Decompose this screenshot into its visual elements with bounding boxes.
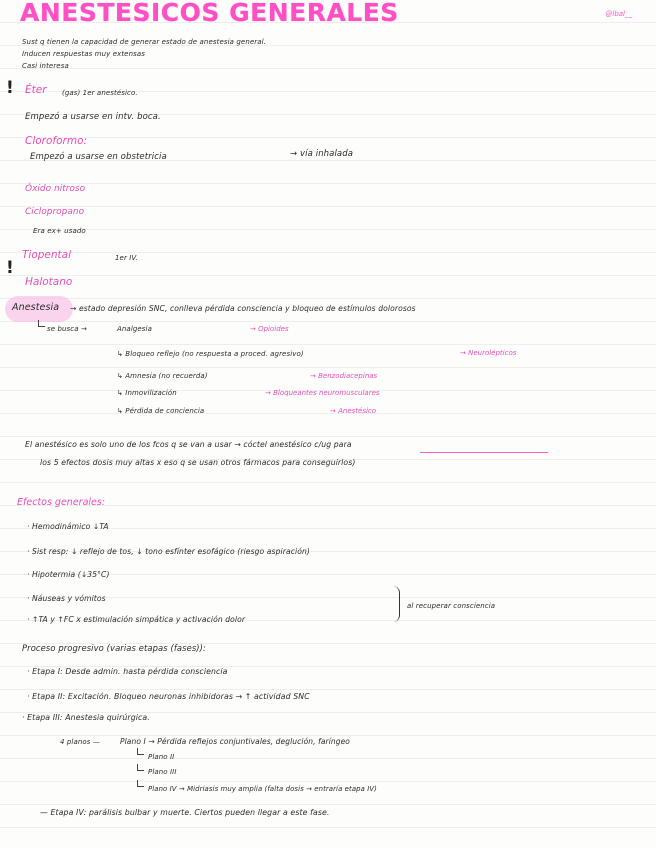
halotano-title: Halotano: [25, 276, 73, 288]
tree-connector: [137, 748, 144, 755]
drug-neurolepticos: → Neurolépticos: [460, 349, 517, 357]
ciclopropano-title: Ciclopropano: [25, 207, 85, 217]
plano-4: Plano IV → Midriasis muy amplia (falta dosis → entraría etapa IV): [148, 785, 377, 793]
cloroformo-title: Cloroformo:: [25, 135, 88, 147]
tiopental-title: Tiopental: [22, 249, 72, 261]
tiopental-note: 1er IV.: [115, 254, 138, 262]
etapa-2: · Etapa II: Excitación. Bloqueo neuronas inhibidoras → ↑ actividad SNC: [27, 692, 310, 701]
brace-note: al recuperar consciencia: [407, 602, 496, 610]
effect-amnesia: ↳ Amnesia (no recuerda): [117, 372, 208, 380]
paragraph-line-2: los 5 efectos dosis muy altas x eso q se usan otros fármacos para conseguirlos): [40, 458, 356, 467]
pink-underline: [420, 452, 548, 453]
plano-3: Plano III: [148, 768, 177, 776]
cloroformo-desc: Empezó a usarse en obstetricia: [30, 152, 167, 162]
efecto-ta-fc: · ↑TA y ↑FC x estimulación simpática y activación dolor: [27, 615, 246, 624]
plano-2: Plano II: [148, 753, 175, 761]
etapa-3: · Etapa III: Anestesia quirúrgica.: [22, 713, 150, 722]
efectos-title: Efectos generales:: [17, 497, 106, 508]
plano-1: Plano I → Pérdida reflejos conjuntivales, deglución, faríngeo: [120, 737, 350, 746]
intro-line-2: Inducen respuestas muy extensas: [22, 50, 146, 58]
efecto-nauseas: · Náuseas y vómitos: [27, 594, 106, 603]
drug-benzodiacepinas: → Benzodiacepinas: [310, 372, 378, 380]
planos-label: 4 planos —: [60, 738, 100, 746]
author-handle: @lbal__: [605, 10, 632, 18]
effect-inmovilizacion: ↳ Inmovilización: [117, 389, 177, 397]
proceso-title: Proceso progresivo (varias etapas (fases)):: [22, 643, 206, 653]
page-title: ANESTESICOS GENERALES: [20, 0, 399, 27]
drug-opioides: → Opioides: [250, 325, 289, 333]
eter-desc: Empezó a usarse en intv. boca.: [25, 112, 161, 122]
etapa-1: · Etapa I: Desde admin. hasta pérdida consciencia: [27, 667, 228, 676]
efecto-hipotermia: · Hipotermia (↓35°C): [27, 570, 110, 579]
effect-bloqueo-reflejo: ↳ Bloqueo reflejo (no respuesta a proced. agresivo): [117, 350, 304, 358]
paragraph-line-1: El anestésico es solo uno de los fcos q se van a usar → cóctel anestésico c/ug para: [25, 440, 352, 449]
anestesia-definition: → estado depresión SNC, conlleva pérdida consciencia y bloqueo de estímulos dolorosos: [70, 304, 416, 313]
tree-connector: [38, 320, 45, 327]
tree-connector: [137, 764, 144, 771]
anestesia-term: Anestesia: [12, 302, 60, 313]
oxido-title: Óxido nitroso: [25, 184, 86, 194]
etapa-4: — Etapa IV: parálisis bulbar y muerte. Ciertos pueden llegar a este fase.: [40, 808, 330, 817]
intro-line-1: Sust q tienen la capacidad de generar estado de anestesia general.: [22, 38, 267, 46]
cloroformo-arrow: → vía inhalada: [290, 149, 354, 159]
drug-bloqueantes: → Bloqueantes neuromusculares: [265, 389, 380, 397]
drug-anestesico: → Anestésico: [330, 407, 377, 415]
efecto-sist-resp: · Sist resp: ↓ reflejo de tos, ↓ tono esfínter esofágico (riesgo aspiración): [27, 547, 310, 556]
exclamation-icon: !: [6, 78, 14, 98]
intro-line-3: Casi interesa: [22, 62, 69, 70]
eter-note: (gas) 1er anestésico.: [62, 89, 138, 97]
brace-bracket: [393, 586, 400, 622]
efecto-hemodinamico: · Hemodinámico ↓TA: [27, 522, 109, 531]
effect-perdida-conciencia: ↳ Pérdida de conciencia: [117, 407, 205, 415]
busca-label: se busca →: [47, 325, 87, 333]
eter-title: Éter: [25, 84, 47, 96]
tree-connector: [137, 780, 144, 787]
ciclopropano-desc: Era ex+ usado: [33, 227, 86, 235]
exclamation-icon: !: [6, 258, 14, 278]
effect-analgesia: Analgesia: [117, 325, 152, 333]
